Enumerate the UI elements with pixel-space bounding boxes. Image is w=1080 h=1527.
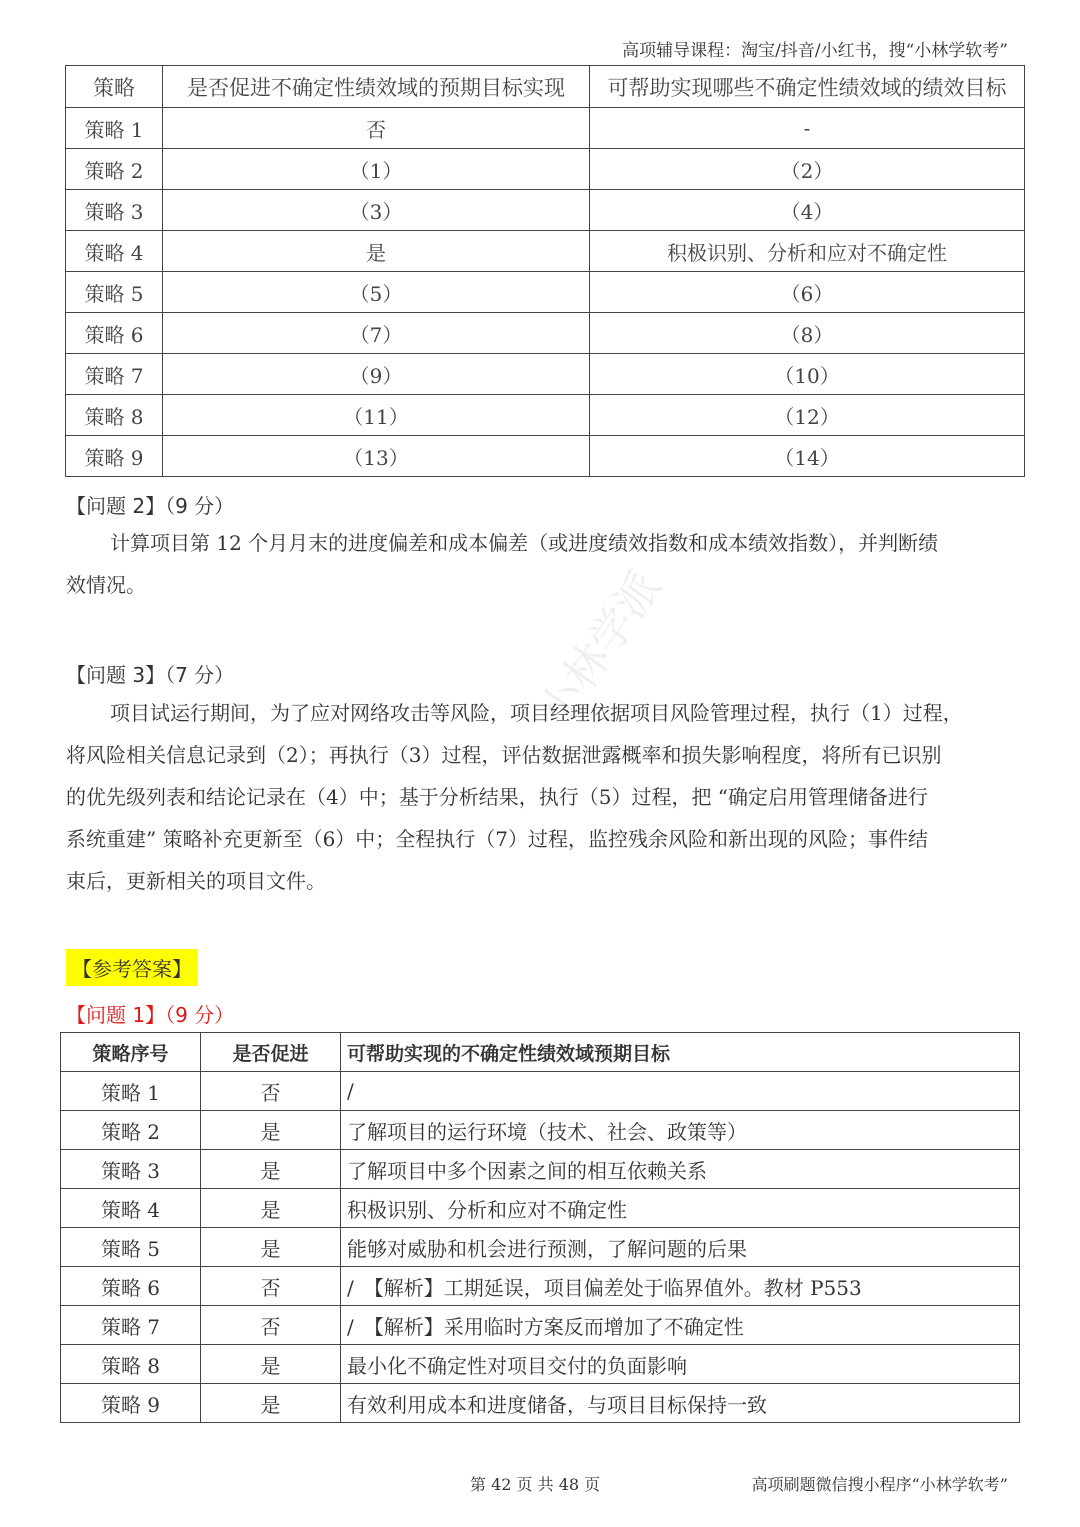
question-3-line: 的优先级列表和结论记录在（4）中；基于分析结果，执行（5）过程，把 “确定启用管理储备进行	[66, 785, 929, 809]
table-header-cell: 可帮助实现哪些不确定性绩效域的绩效目标	[590, 66, 1025, 108]
goal-cell: / 【解析】工期延误，项目偏差处于临界值外。教材 P553	[341, 1267, 1020, 1306]
table-cell: （1）	[163, 149, 590, 190]
table-row	[61, 1111, 1020, 1150]
strategy-cell: 策略 8	[61, 1345, 201, 1384]
question-table	[65, 65, 1025, 477]
question-2-title: 【问题 2】（9 分）	[66, 494, 235, 518]
question-3-line: 将风险相关信息记录到（2）；再执行（3）过程，评估数据泄露概率和损失影响程度，将所有已识别	[66, 743, 942, 767]
table-cell: （5）	[163, 272, 590, 313]
table-row	[66, 313, 1025, 354]
question-3-line: 束后，更新相关的项目文件。	[66, 869, 326, 893]
table-cell: （2）	[590, 149, 1025, 190]
table-header-cell: 是否促进不确定性绩效域的预期目标实现	[163, 66, 590, 108]
strategy-cell: 策略 6	[61, 1267, 201, 1306]
strategy-cell: 策略 5	[61, 1228, 201, 1267]
table-row	[61, 1306, 1020, 1345]
table-cell: （3）	[163, 190, 590, 231]
promote-cell: 是	[201, 1228, 341, 1267]
table-row	[66, 272, 1025, 313]
table-cell: （4）	[590, 190, 1025, 231]
table-row	[66, 354, 1025, 395]
goal-cell: 了解项目的运行环境（技术、社会、政策等）	[341, 1111, 1020, 1150]
footer-promo: 高项刷题微信搜小程序“小林学软考”	[751, 1475, 1008, 1494]
table-header-cell: 是否促进	[201, 1033, 341, 1072]
table-cell: 策略 7	[66, 354, 163, 395]
strategy-cell: 策略 7	[61, 1306, 201, 1345]
goal-cell: 最小化不确定性对项目交付的负面影响	[341, 1345, 1020, 1384]
table-row	[66, 190, 1025, 231]
strategy-cell: 策略 4	[61, 1189, 201, 1228]
goal-cell: 了解项目中多个因素之间的相互依赖关系	[341, 1150, 1020, 1189]
reference-answer-tag: 【参考答案】	[66, 949, 198, 986]
table-row	[61, 1228, 1020, 1267]
strategy-cell: 策略 9	[61, 1384, 201, 1423]
table-header-row	[66, 66, 1025, 108]
table-cell: 策略 5	[66, 272, 163, 313]
table-cell: 策略 9	[66, 436, 163, 477]
table-cell: （10）	[590, 354, 1025, 395]
table-cell: 策略 1	[66, 108, 163, 149]
promote-cell: 否	[201, 1267, 341, 1306]
table-cell: （7）	[163, 313, 590, 354]
promote-cell: 否	[201, 1306, 341, 1345]
table-row	[66, 108, 1025, 149]
table-cell: -	[590, 108, 1025, 149]
question-2-line-2: 效情况。	[66, 573, 146, 597]
table-row	[61, 1345, 1020, 1384]
answer-table	[60, 1032, 1020, 1423]
answer-question-1-title: 【问题 1】（9 分）	[66, 1003, 235, 1027]
table-header-cell: 策略	[66, 66, 163, 108]
question-3-line: 项目试运行期间，为了应对网络攻击等风险，项目经理依据项目风险管理过程，执行（1）过程，	[110, 701, 963, 725]
table-row	[66, 395, 1025, 436]
page-header: 高项辅导课程：淘宝/抖音/小红书，搜“小林学软考”	[622, 41, 1008, 61]
promote-cell: 是	[201, 1189, 341, 1228]
table-row	[66, 436, 1025, 477]
table-cell: （8）	[590, 313, 1025, 354]
table-cell: 否	[163, 108, 590, 149]
table-cell: 积极识别、分析和应对不确定性	[590, 231, 1025, 272]
question-2-line-1: 计算项目第 12 个月月末的进度偏差和成本偏差（或进度绩效指数和成本绩效指数），并判断绩	[110, 531, 939, 555]
table-cell: 策略 2	[66, 149, 163, 190]
goal-cell: /	[341, 1072, 1020, 1111]
table-cell: 策略 3	[66, 190, 163, 231]
goal-cell: 能够对威胁和机会进行预测，了解问题的后果	[341, 1228, 1020, 1267]
promote-cell: 是	[201, 1150, 341, 1189]
table-cell: （11）	[163, 395, 590, 436]
table-header-row	[61, 1033, 1020, 1072]
table-cell: （13）	[163, 436, 590, 477]
goal-cell: 有效利用成本和进度储备，与项目目标保持一致	[341, 1384, 1020, 1423]
promote-cell: 是	[201, 1384, 341, 1423]
table-header-cell: 可帮助实现的不确定性绩效域预期目标	[341, 1033, 1020, 1072]
page-number: 第 42 页 共 48 页	[470, 1475, 601, 1494]
table-cell: （12）	[590, 395, 1025, 436]
promote-cell: 是	[201, 1345, 341, 1384]
table-cell: 是	[163, 231, 590, 272]
table-cell: 策略 8	[66, 395, 163, 436]
table-row	[61, 1384, 1020, 1423]
table-row	[61, 1267, 1020, 1306]
table-cell: （14）	[590, 436, 1025, 477]
table-cell: 策略 4	[66, 231, 163, 272]
strategy-cell: 策略 1	[61, 1072, 201, 1111]
goal-cell: 积极识别、分析和应对不确定性	[341, 1189, 1020, 1228]
table-cell: 策略 6	[66, 313, 163, 354]
table-header-cell: 策略序号	[61, 1033, 201, 1072]
table-row	[66, 231, 1025, 272]
goal-cell: / 【解析】采用临时方案反而增加了不确定性	[341, 1306, 1020, 1345]
question-3-line: 系统重建” 策略补充更新至（6）中；全程执行（7）过程，监控残余风险和新出现的风险；事件结	[66, 827, 929, 851]
promote-cell: 否	[201, 1072, 341, 1111]
question-3-title: 【问题 3】（7 分）	[66, 663, 235, 687]
table-cell: （9）	[163, 354, 590, 395]
watermark: 小林学派	[529, 562, 672, 736]
table-row	[61, 1072, 1020, 1111]
table-row	[61, 1189, 1020, 1228]
table-row	[66, 149, 1025, 190]
table-cell: （6）	[590, 272, 1025, 313]
strategy-cell: 策略 2	[61, 1111, 201, 1150]
strategy-cell: 策略 3	[61, 1150, 201, 1189]
promote-cell: 是	[201, 1111, 341, 1150]
table-row	[61, 1150, 1020, 1189]
